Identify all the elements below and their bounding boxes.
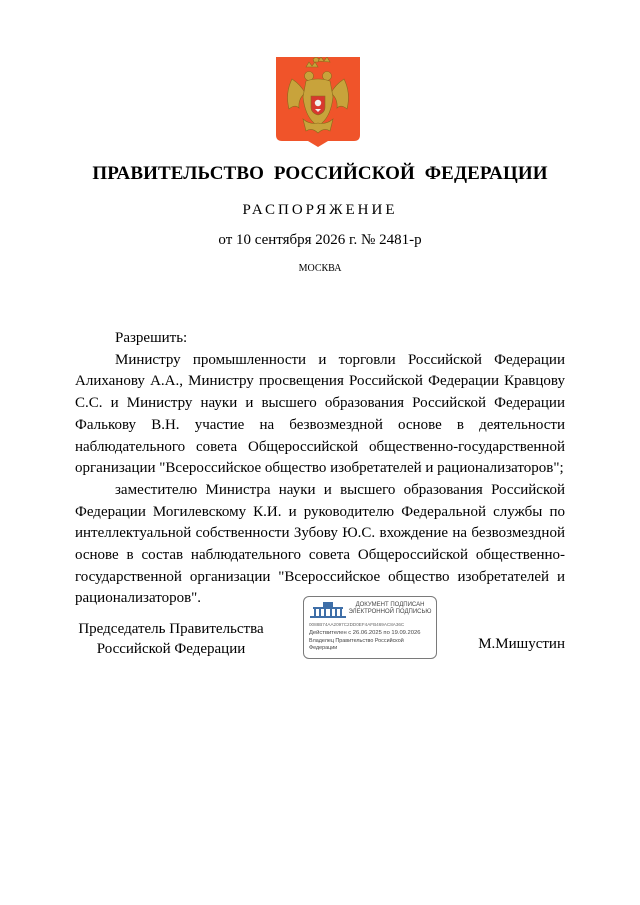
signer-position [60,619,282,659]
government-title: ПРАВИТЕЛЬСТВО РОССИЙСКОЙ ФЕДЕРАЦИИ [92,163,548,184]
stamp-heading [346,602,434,616]
document-type: РАСПОРЯЖЕНИЕ [242,202,398,218]
stamp-validity: Действителен с 26.06.2025 по 19.09.2026 [309,630,421,636]
body-paragraph-1: Министру промышленности и торговли Российской Федерации Алиханову А.А., Министру просвещения Российской Федерации Кравцову С.С. и Министру науки и высшего образования Российской Федерации Фалькову В.Н. участие на безвозмездной основе в деятельности наблюдательного совета Общероссийской общественно-государственной организации "Всероссийское общество изобретателей и рационализаторов"; [75,351,565,477]
electronic-signature-stamp [303,596,437,659]
stamp-heading-line-1: ДОКУМЕНТ ПОДПИСАН [355,602,425,608]
body-paragraph-2: заместителю Министра науки и высшего образования Российской Федерации Могилевскому К.И. и руководителю Федеральной службы по интеллектуальной собственности Зубову Ю.С. вхождение на безвозмездной основе в состав наблюдательного совета Общероссийской общественно-государственной организации "Всероссийское общество изобретателей и рационализаторов". [75,481,565,607]
signer-position-line-1: Председатель Правительства [78,621,264,637]
signer-position-line-2: Российской Федерации [96,641,246,657]
body-lead: Разрешить: [115,330,188,346]
stamp-heading-line-2: ЭЛЕКТРОННОЙ ПОДПИСЬЮ [348,609,432,615]
document-date-number: от 10 сентября 2026 г. № 2481-р [218,232,422,248]
document-body [75,328,565,610]
coat-of-arms-icon [276,57,360,147]
stamp-owner: Владелец Правительство Российской Федерации [309,638,404,651]
signer-name: М.Мишустин [478,636,565,652]
stamp-certificate-serial: 0088B74AA2097C2DD0EF4AFB469AC8A36C [309,622,405,627]
government-building-icon [309,601,347,619]
document-city: МОСКВА [298,263,342,274]
